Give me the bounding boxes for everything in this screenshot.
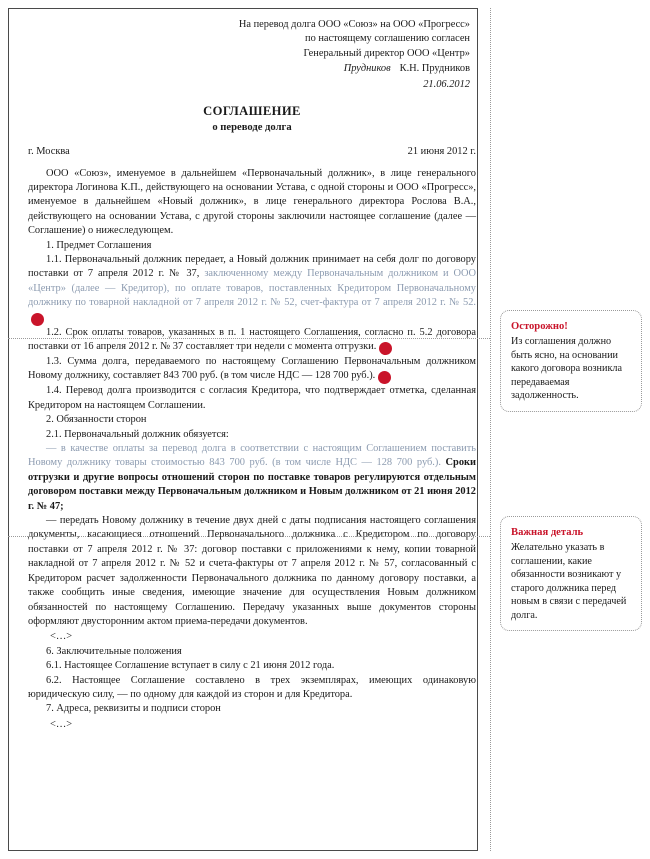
approval-line-3: Генеральный директор ООО «Центр» xyxy=(303,47,470,59)
clause-6-2: 6.2. Настоящее Соглашение составлено в трех экземплярах, имеющих одинаковую юридическую силу, — по одному для каждой из сторон и для Кредитора. xyxy=(28,674,476,700)
clause-1-2-text: 1.2. Срок оплаты товаров, указанных в п. 1 настоящего Соглашения, согласно п. 5.2 договора поставки от 16 апреля 2012 г. № 37 составляет три недели с момента отгрузки. xyxy=(28,326,476,353)
obligation-bullet-2: — передать Новому должнику в течение двух дней с даты подписания настоящего соглашения документы, касающиеся отношений Первоначального должника с Кредитором по договору поставки от 7 апреля 2012 г. № 37: договор поставки с приложениями к нему, копии товарной накладной от 7 апреля 2012 г. № 52 и счета-фактуры от 7 апреля 2012 г. № 57, согласованный с Кредитором расчет задолженности Первоначального должника по данному договору поставки, а также сообщить иные сведения, имеющие значение для осуществления Новым должником обязанностей по настоящему Соглашению. Передачу указанных выше документов стороны оформляют двусторонним актом приема-передачи документов. xyxy=(28,515,476,627)
clause-6-1: 6.1. Настоящее Соглашение вступает в силу с 21 июня 2012 года. xyxy=(46,660,335,672)
callout-note-detail-body: Желательно указать в соглашении, какие обязанности возникают у старого должника перед новым в связи с передачей долга. xyxy=(511,542,627,621)
callout-note-warning-title: Осторожно! xyxy=(511,321,568,332)
date-label: 21 июня 2012 г. xyxy=(407,146,476,158)
clause-1-3 xyxy=(28,355,476,384)
clause-1-2 xyxy=(28,326,476,355)
callout-note-warning-body: Из соглашения должно быть ясно, на основании какого договора возникла передаваемая задолженность. xyxy=(511,336,623,402)
approval-signature-line xyxy=(28,62,470,76)
approval-block xyxy=(28,18,476,92)
callout-note-detail-title: Важная деталь xyxy=(511,527,584,538)
section-6-heading: 6. Заключительные положения xyxy=(46,645,182,657)
marker-2: 2 xyxy=(379,342,392,355)
approval-line-2: по настоящему соглашению согласен xyxy=(305,33,470,45)
signature-name: К.Н. Прудников xyxy=(399,63,470,75)
preamble-paragraph: ООО «Союз», именуемое в дальнейшем «Первоначальный должник», в лице генерального директора Логинова К.П., действующего на основании Устава, с одной стороны и ООО «Прогресс», именуемое в дальнейшем «Новый должник», в лице генерального директора Рослова В.А., действующего на основании Устава, с другой стороны заключили настоящее соглашение (далее — Соглашение) о нижеследующем. xyxy=(28,167,476,237)
section-1-heading: 1. Предмет Соглашения xyxy=(46,239,152,251)
marker-3: 3 xyxy=(378,371,391,384)
approval-line-1: На перевод долга ООО «Союз» на ООО «Прогресс» xyxy=(238,19,470,30)
signature-script: Прудников xyxy=(343,63,391,75)
obligation-bullet-1-muted: — в качестве оплаты за перевод долга в соответствии с настоящим Соглашением поставить Новому должнику товары стоимостью 843 700 руб. (в том числе НДС — 128 700 руб.). xyxy=(28,443,476,469)
clause-1-4: 1.4. Перевод долга производится с согласия Кредитора, что подтверждает отметка, сделанная Кредитором на настоящем Соглашении. xyxy=(28,385,476,411)
marker-1: 1 xyxy=(31,313,44,326)
callout-note-warning xyxy=(500,310,642,412)
clause-1-1-plain: 1.1. Первоначальный должник передает, а Новый должник принимает на себя долг по договору поставки от 7 апреля 2012 г. № 37, xyxy=(28,253,476,280)
clause-2-1: 2.1. Первоначальный должник обязуется: xyxy=(46,428,229,440)
document-subtitle: о переводе долга xyxy=(212,122,292,134)
callout-note-detail xyxy=(500,516,642,631)
separator-line-top xyxy=(8,338,490,339)
separator-line-bottom xyxy=(8,536,490,537)
obligation-bullet-1-bold: Сроки отгрузки и другие вопросы отношений сторон по поставке товаров регулируются отдельным договором поставки между Первоначальным должником и Новым должником от 21 июня 2012 г. № 47; xyxy=(28,457,476,512)
clause-1-1 xyxy=(28,253,476,326)
document-page-frame xyxy=(8,8,478,851)
clause-1-1-muted: заключенному между Первоначальным должником и ООО «Центр» (далее — Кредитор), по оплате товаров, поставленных Кредитором Первоначальному должнику по товарной накладной от 7 апреля 2012 г. № 52, счет-фактура от 7 апреля 2012 г. № 52. xyxy=(28,268,476,309)
vertical-divider xyxy=(490,8,491,851)
approval-date: 21.06.2012 xyxy=(423,78,470,90)
ellipsis-2: <…> xyxy=(50,718,73,730)
section-2-heading: 2. Обязанности сторон xyxy=(46,414,147,426)
city-label: г. Москва xyxy=(28,146,70,158)
document-body xyxy=(28,18,476,732)
section-7-heading: 7. Адреса, реквизиты и подписи сторон xyxy=(46,703,221,715)
obligation-bullet-1 xyxy=(28,442,476,514)
document-title: СОГЛАШЕНИЕ xyxy=(203,104,301,119)
city-date-row xyxy=(28,145,476,159)
clause-1-3-text: 1.3. Сумма долга, передаваемого по настоящему Соглашению Первоначальным должником Новому должнику, составляет 843 700 руб. (в том числе НДС — 128 700 руб.). xyxy=(28,356,476,382)
ellipsis-1: <…> xyxy=(50,631,73,643)
